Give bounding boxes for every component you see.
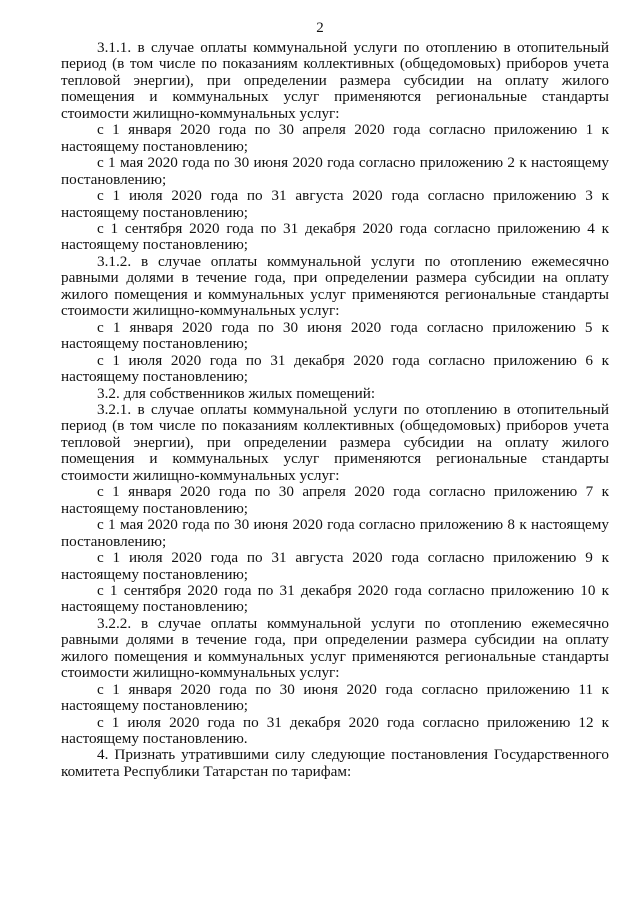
paragraph-3-2-2: 3.2.2. в случае оплаты коммунальной услуги по отоплению ежемесячно равными долями в течение года, при определении размера субсидии на оплату жилого помещения и коммунальных услуг применяются региональные стандарты стоимости жилищно-коммунальных услуг: bbox=[61, 614, 609, 682]
paragraph-appendix-2: с 1 мая 2020 года по 30 июня 2020 года согласно приложению 2 к настоящему постановлению; bbox=[61, 154, 609, 188]
paragraph-appendix-10: с 1 сентября 2020 года по 31 декабря 2020 года согласно приложению 10 к настоящему постановлению; bbox=[61, 581, 609, 616]
page-number: 2 bbox=[316, 20, 324, 36]
paragraph-appendix-4: с 1 сентября 2020 года по 31 декабря 2020 года согласно приложению 4 к настоящему постановлению; bbox=[61, 219, 609, 254]
paragraph-appendix-3: с 1 июля 2020 года по 31 августа 2020 года согласно приложению 3 к настоящему постановлению; bbox=[61, 187, 609, 221]
paragraph-appendix-5: с 1 января 2020 года по 30 июня 2020 года согласно приложению 5 к настоящему постановлению; bbox=[61, 318, 609, 353]
paragraph-4: 4. Признать утратившими силу следующие постановления Государственного комитета Республики Татарстан по тарифам: bbox=[61, 746, 609, 780]
paragraph-appendix-7: с 1 января 2020 года по 30 апреля 2020 года согласно приложению 7 к настоящему постановлению; bbox=[61, 483, 609, 517]
paragraph-3-2-1: 3.2.1. в случае оплаты коммунальной услуги по отоплению в отопительный период (в том числе по показаниям коллективных (общедомовых) приборов учета тепловой энергии), при определении размера субсидии на оплату жилого помещения и коммунальных услуг применяются региональные стандарты стоимости жилищно-коммунальных услуг: bbox=[61, 400, 609, 484]
paragraph-appendix-1: с 1 января 2020 года по 30 апреля 2020 года согласно приложению 1 к настоящему постановлению; bbox=[61, 121, 609, 155]
paragraph-appendix-9: с 1 июля 2020 года по 31 августа 2020 года согласно приложению 9 к настоящему постановлению; bbox=[61, 549, 609, 583]
paragraph-3-2: 3.2. для собственников жилых помещений: bbox=[97, 384, 376, 402]
paragraph-3-1-2: 3.1.2. в случае оплаты коммунальной услуги по отоплению ежемесячно равными долями в течение года, при определении размера субсидии на оплату жилого помещения и коммунальных услуг применяются региональные стандарты стоимости жилищно-коммунальных услуг: bbox=[61, 252, 609, 320]
paragraph-3-1-1: 3.1.1. в случае оплаты коммунальной услуги по отоплению в отопительный период (в том числе по показаниям коллективных (общедомовых) приборов учета тепловой энергии), при определении размера субсидии на оплату жилого помещения и коммунальных услуг применяются региональные стандарты стоимости жилищно-коммунальных услуг: bbox=[61, 39, 609, 122]
paragraph-appendix-11: с 1 января 2020 года по 30 июня 2020 года согласно приложению 11 к настоящему постановлению; bbox=[61, 680, 609, 715]
document-body bbox=[61, 40, 609, 780]
paragraph-appendix-8: с 1 мая 2020 года по 30 июня 2020 года согласно приложению 8 к настоящему постановлению; bbox=[61, 516, 609, 550]
paragraph-appendix-6: с 1 июля 2020 года по 31 декабря 2020 года согласно приложению 6 к настоящему постановлению; bbox=[61, 351, 609, 386]
paragraph-appendix-12: с 1 июля 2020 года по 31 декабря 2020 года согласно приложению 12 к настоящему постановлению. bbox=[61, 713, 609, 748]
